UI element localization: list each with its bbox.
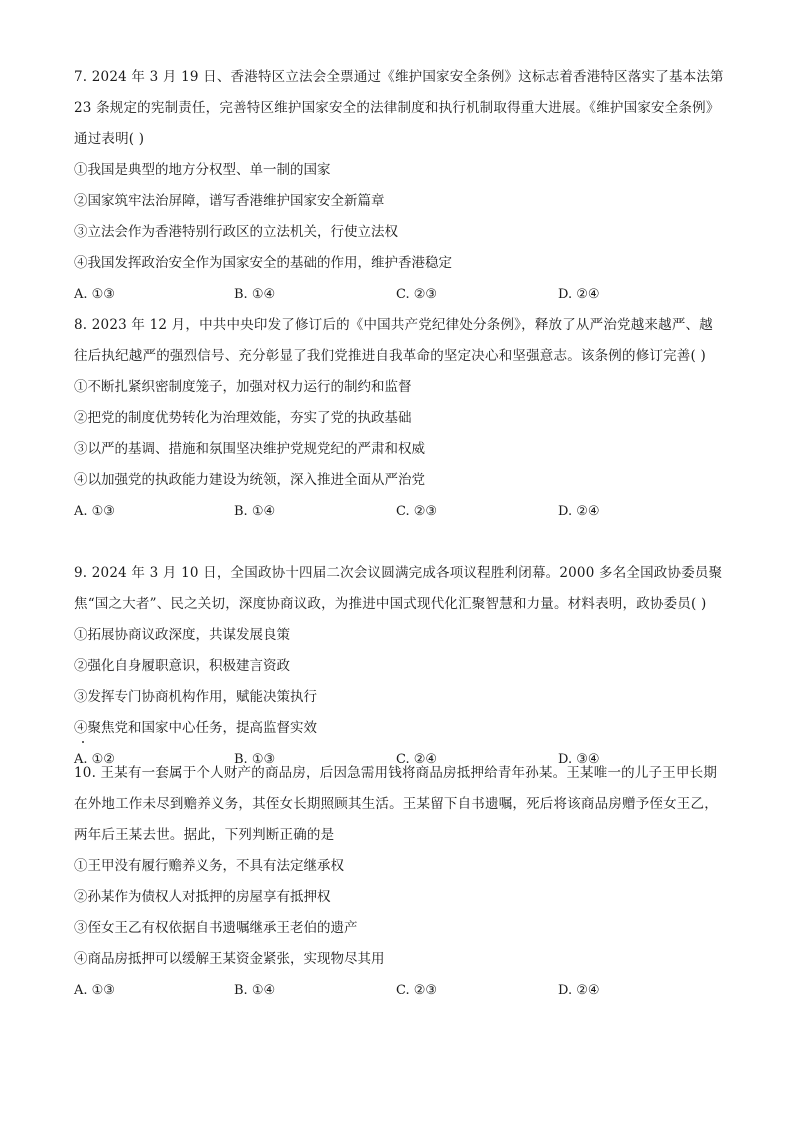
- choice-c[interactable]: C. ②③: [396, 504, 438, 519]
- choice-a[interactable]: A. ①②: [74, 752, 115, 767]
- question-9: [74, 558, 724, 775]
- choice-b[interactable]: B. ①④: [234, 983, 276, 998]
- choice-c[interactable]: C. ②③: [396, 287, 438, 302]
- choice-d[interactable]: D. ②④: [558, 287, 600, 302]
- statement-3: ③侄女王乙有权依据自书遗嘱继承王老伯的遗产: [74, 920, 358, 936]
- answer-choices: [74, 496, 724, 527]
- answer-choices: [74, 279, 724, 310]
- choice-d[interactable]: D. ③④: [558, 752, 600, 767]
- statement-2: ②孙某作为债权人对抵押的房屋享有抵押权: [74, 889, 331, 905]
- statement-2: ②把党的制度优势转化为治理效能，夯实了党的执政基础: [74, 410, 412, 426]
- choice-b[interactable]: B. ①④: [234, 287, 276, 302]
- statement-3: ③以严的基调、措施和氛围坚决维护党规党纪的严肃和权威: [74, 441, 425, 457]
- scan-artifact-dot: [82, 741, 84, 743]
- question-stem: 8. 2023 年 12 月，中共中央印发了修订后的《中国共产党纪律处分条例》，释放了从严治党越来越严、越往后执纪越严的强烈信号、充分彰显了我们党推进自我革命的坚定决心和坚强意志。该条例的修订完善( ): [74, 317, 713, 364]
- question-stem: 10. 王某有一套属于个人财产的商品房，后因急需用钱将商品房抵押给青年孙某。王某唯一的儿子王甲长期在外地工作未尽到赡养义务，其侄女长期照顾其生活。王某留下自书遗嘱，死后将该商品房赠予侄女王乙，两年后王某去世。据此，下列判断正确的是: [74, 765, 718, 843]
- statement-4: ④聚焦党和国家中心任务，提高监督实效: [74, 720, 317, 736]
- statement-1: ①不断扎紧织密制度笼子，加强对权力运行的制约和监督: [74, 379, 412, 395]
- statement-1: ①拓展协商议政深度，共谋发展良策: [74, 627, 290, 643]
- question-7: [74, 62, 724, 310]
- statement-4: ④商品房抵押可以缓解王某资金紧张，实现物尽其用: [74, 951, 385, 967]
- answer-choices: [74, 975, 724, 1006]
- choice-d[interactable]: D. ②④: [558, 504, 600, 519]
- choice-b[interactable]: B. ①④: [234, 504, 276, 519]
- statement-2: ②国家筑牢法治屏障，谱写香港维护国家安全新篇章: [74, 193, 385, 209]
- statement-4: ④我国发挥政治安全作为国家安全的基础的作用，维护香港稳定: [74, 255, 452, 271]
- statement-4: ④以加强党的执政能力建设为统领，深入推进全面从严治党: [74, 472, 425, 488]
- statement-2: ②强化自身履职意识，积极建言资政: [74, 658, 290, 674]
- statement-3: ③立法会作为香港特别行政区的立法机关，行使立法权: [74, 224, 398, 240]
- question-10: [74, 758, 724, 1006]
- choice-a[interactable]: A. ①③: [74, 983, 115, 998]
- question-stem: 9. 2024 年 3 月 10 日，全国政协十四届二次会议圆满完成各项议程胜利闭幕。2000 多名全国政协委员聚焦“国之大者”、民之关切，深度协商议政，为推进中国式现代化汇聚智慧和力量。材料表明，政协委员( ): [74, 565, 723, 612]
- question-stem: 7. 2024 年 3 月 19 日、香港特区立法会全票通过《维护国家安全条例》这标志着香港特区落实了基本法第 23 条规定的宪制责任，完善特区维护国家安全的法律制度和执行机制取得重大进展。《维护国家安全条例》通过表明( ): [74, 69, 724, 147]
- statement-1: ①我国是典型的地方分权型、单一制的国家: [74, 162, 331, 178]
- choice-d[interactable]: D. ②④: [558, 983, 600, 998]
- statement-3: ③发挥专门协商机构作用，赋能决策执行: [74, 689, 317, 705]
- choice-c[interactable]: C. ②③: [396, 983, 438, 998]
- statement-1: ①王甲没有履行赡养义务，不具有法定继承权: [74, 858, 344, 874]
- choice-a[interactable]: A. ①③: [74, 504, 115, 519]
- choice-c[interactable]: C. ②④: [396, 752, 438, 767]
- question-8: [74, 310, 724, 527]
- choice-a[interactable]: A. ①③: [74, 287, 115, 302]
- choice-b[interactable]: B. ①③: [234, 752, 276, 767]
